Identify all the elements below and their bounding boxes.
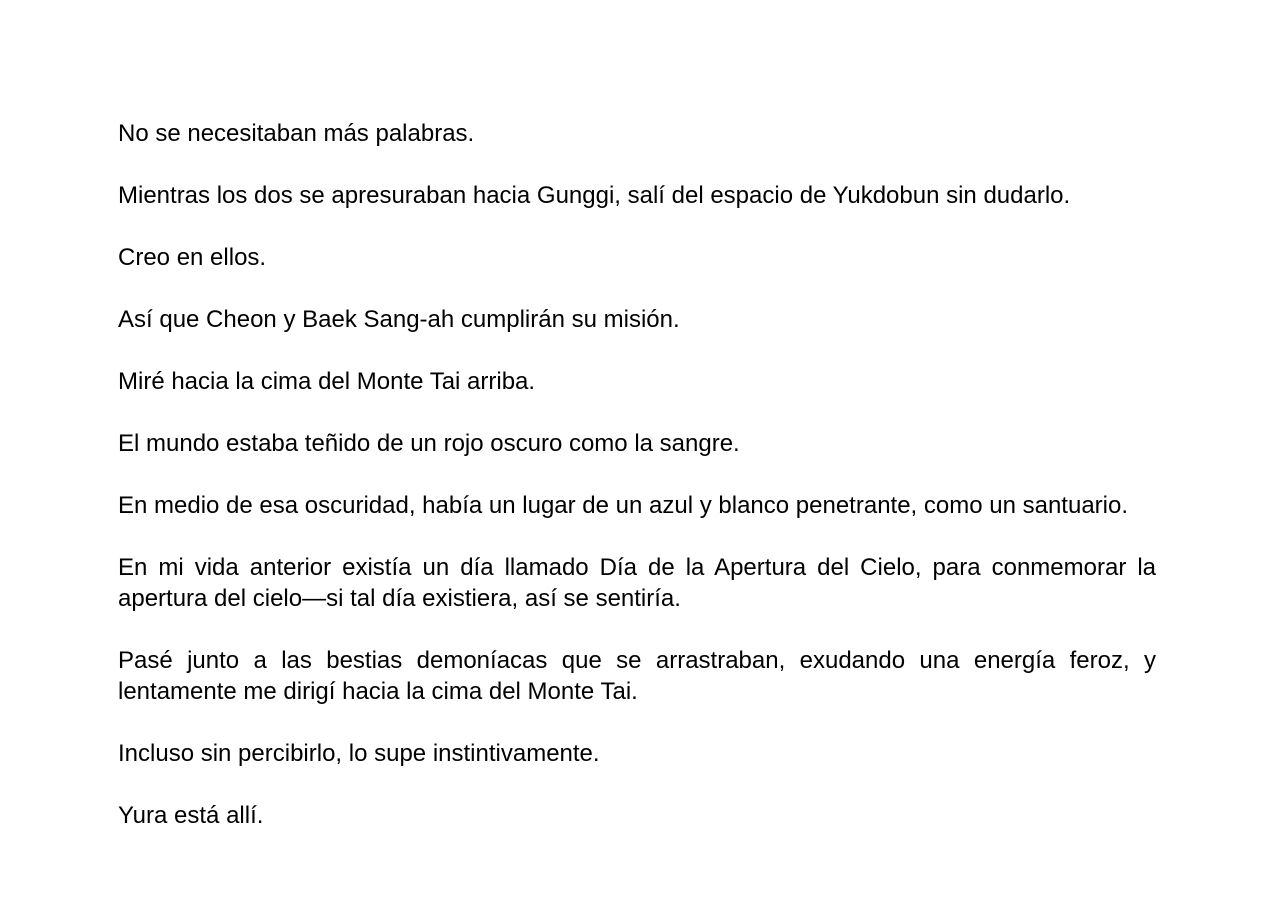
paragraph-2: Mientras los dos se apresuraban hacia Gunggi, salí del espacio de Yukdobun sin dudarlo. [118, 182, 1071, 209]
paragraph-9: Pasé junto a las bestias demoníacas que se arrastraban, exudando una energía feroz, y lentamente me dirigí hacia la cima del Monte Tai. [118, 647, 1156, 705]
paragraph-11: Yura está allí. [118, 802, 264, 829]
paragraph-7: En medio de esa oscuridad, había un lugar de un azul y blanco penetrante, como un santuario. [118, 492, 1129, 519]
document-body [118, 118, 1156, 831]
paragraph-3: Creo en ellos. [118, 244, 267, 271]
paragraph-8: En mi vida anterior existía un día llamado Día de la Apertura del Cielo, para conmemorar la apertura del cielo—si tal día existiera, así se sentiría. [118, 554, 1156, 612]
paragraph-6: El mundo estaba teñido de un rojo oscuro como la sangre. [118, 430, 740, 457]
paragraph-10: Incluso sin percibirlo, lo supe instintivamente. [118, 740, 600, 767]
paragraph-4: Así que Cheon y Baek Sang-ah cumplirán su misión. [118, 306, 680, 333]
paragraph-1: No se necesitaban más palabras. [118, 120, 475, 147]
paragraph-5: Miré hacia la cima del Monte Tai arriba. [118, 368, 536, 395]
